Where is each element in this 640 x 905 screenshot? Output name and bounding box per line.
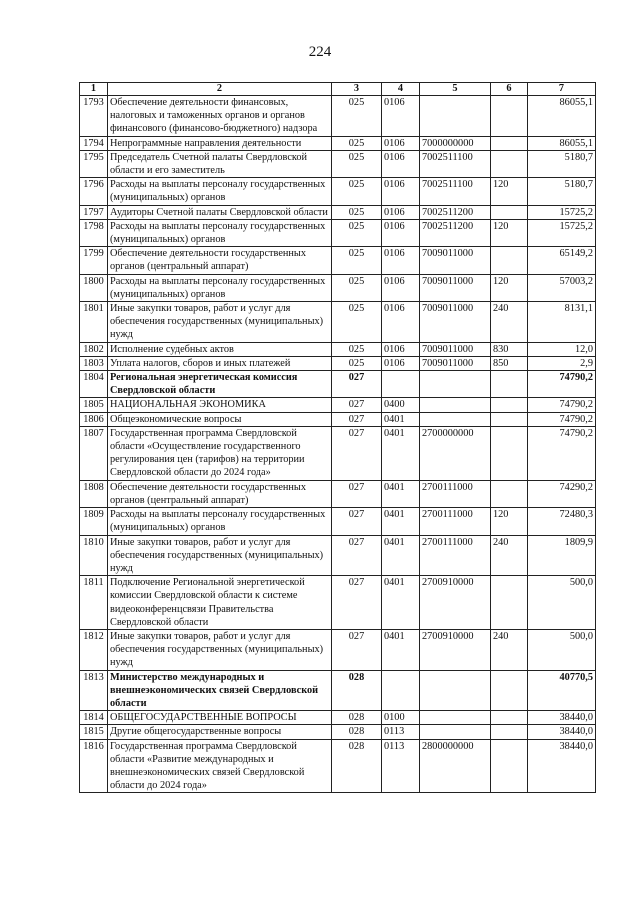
row-expense-type — [491, 739, 528, 793]
row-amount: 38440,0 — [528, 711, 596, 725]
row-ministry-code: 025 — [332, 150, 382, 177]
row-section-code: 0401 — [382, 629, 420, 670]
header-col-5: 5 — [420, 83, 491, 96]
table-row — [80, 342, 596, 356]
table-row — [80, 576, 596, 630]
row-number: 1796 — [80, 178, 108, 205]
row-section-code — [382, 371, 420, 398]
row-number: 1813 — [80, 670, 108, 711]
row-target-code: 7002511200 — [420, 219, 491, 246]
row-name: Уплата налогов, сборов и иных платежей — [108, 356, 332, 370]
row-ministry-code: 027 — [332, 535, 382, 576]
row-name: Обеспечение деятельности государственных органов (центральный аппарат) — [108, 247, 332, 274]
row-amount: 40770,5 — [528, 670, 596, 711]
table-row — [80, 205, 596, 219]
row-ministry-code: 027 — [332, 508, 382, 535]
row-expense-type: 240 — [491, 629, 528, 670]
row-name: Государственная программа Свердловской области «Осуществление государственного регулирования цен (тарифов) на территории Свердловской области до 2024 года» — [108, 426, 332, 480]
row-name: Непрограммные направления деятельности — [108, 136, 332, 150]
row-section-code: 0106 — [382, 219, 420, 246]
table-row — [80, 178, 596, 205]
row-section-code: 0401 — [382, 426, 420, 480]
row-target-code: 7009011000 — [420, 247, 491, 274]
row-target-code: 2700111000 — [420, 508, 491, 535]
row-amount: 15725,2 — [528, 219, 596, 246]
row-ministry-code: 028 — [332, 711, 382, 725]
row-number: 1815 — [80, 725, 108, 739]
table-header-row — [80, 83, 596, 96]
row-name: Региональная энергетическая комиссия Свердловской области — [108, 371, 332, 398]
table-row — [80, 739, 596, 793]
row-number: 1811 — [80, 576, 108, 630]
row-number: 1803 — [80, 356, 108, 370]
row-target-code: 2700111000 — [420, 535, 491, 576]
table-row — [80, 426, 596, 480]
row-target-code: 2700000000 — [420, 426, 491, 480]
row-section-code: 0401 — [382, 412, 420, 426]
row-section-code: 0401 — [382, 535, 420, 576]
row-amount: 8131,1 — [528, 302, 596, 343]
row-target-code — [420, 96, 491, 137]
table-row — [80, 247, 596, 274]
row-section-code: 0400 — [382, 398, 420, 412]
table-row — [80, 96, 596, 137]
row-number: 1799 — [80, 247, 108, 274]
row-expense-type — [491, 247, 528, 274]
table-row — [80, 535, 596, 576]
row-expense-type — [491, 136, 528, 150]
row-number: 1816 — [80, 739, 108, 793]
row-target-code — [420, 711, 491, 725]
table-row — [80, 274, 596, 301]
row-amount: 57003,2 — [528, 274, 596, 301]
row-ministry-code: 025 — [332, 96, 382, 137]
row-ministry-code: 025 — [332, 356, 382, 370]
row-number: 1798 — [80, 219, 108, 246]
row-ministry-code: 025 — [332, 274, 382, 301]
row-section-code — [382, 670, 420, 711]
row-expense-type — [491, 711, 528, 725]
row-amount: 500,0 — [528, 629, 596, 670]
row-amount: 38440,0 — [528, 739, 596, 793]
row-name: Другие общегосударственные вопросы — [108, 725, 332, 739]
row-section-code: 0106 — [382, 150, 420, 177]
row-number: 1804 — [80, 371, 108, 398]
row-number: 1812 — [80, 629, 108, 670]
table-row — [80, 356, 596, 370]
row-name: Министерство международных и внешнеэкономических связей Свердловской области — [108, 670, 332, 711]
row-expense-type — [491, 480, 528, 507]
row-name: НАЦИОНАЛЬНАЯ ЭКОНОМИКА — [108, 398, 332, 412]
row-target-code — [420, 371, 491, 398]
row-section-code: 0113 — [382, 725, 420, 739]
row-ministry-code: 027 — [332, 480, 382, 507]
row-ministry-code: 025 — [332, 219, 382, 246]
table-body — [80, 96, 596, 793]
page-number: 224 — [308, 44, 332, 60]
row-ministry-code: 025 — [332, 178, 382, 205]
row-section-code: 0106 — [382, 247, 420, 274]
row-ministry-code: 028 — [332, 725, 382, 739]
row-ministry-code: 027 — [332, 412, 382, 426]
row-number: 1793 — [80, 96, 108, 137]
row-expense-type — [491, 670, 528, 711]
row-amount: 2,9 — [528, 356, 596, 370]
row-target-code: 7002511100 — [420, 150, 491, 177]
table-row — [80, 136, 596, 150]
row-target-code — [420, 412, 491, 426]
row-target-code: 2700910000 — [420, 629, 491, 670]
row-target-code: 7009011000 — [420, 342, 491, 356]
row-amount: 74790,2 — [528, 398, 596, 412]
row-section-code: 0106 — [382, 356, 420, 370]
row-name: Председатель Счетной палаты Свердловской области и его заместитель — [108, 150, 332, 177]
row-amount: 38440,0 — [528, 725, 596, 739]
row-expense-type: 850 — [491, 356, 528, 370]
table-row — [80, 629, 596, 670]
table-row — [80, 508, 596, 535]
table-row — [80, 398, 596, 412]
row-name: Исполнение судебных актов — [108, 342, 332, 356]
row-name: Иные закупки товаров, работ и услуг для обеспечения государственных (муниципальных) нужд — [108, 302, 332, 343]
row-amount: 1809,9 — [528, 535, 596, 576]
row-target-code: 7009011000 — [420, 356, 491, 370]
row-ministry-code: 027 — [332, 398, 382, 412]
row-ministry-code: 027 — [332, 426, 382, 480]
row-target-code: 7002511200 — [420, 205, 491, 219]
row-expense-type: 240 — [491, 535, 528, 576]
row-target-code: 2800000000 — [420, 739, 491, 793]
row-ministry-code: 025 — [332, 247, 382, 274]
row-section-code: 0401 — [382, 480, 420, 507]
table-row — [80, 711, 596, 725]
row-target-code: 7000000000 — [420, 136, 491, 150]
row-ministry-code: 027 — [332, 629, 382, 670]
row-ministry-code: 025 — [332, 205, 382, 219]
header-col-4: 4 — [382, 83, 420, 96]
row-name: Расходы на выплаты персоналу государственных (муниципальных) органов — [108, 178, 332, 205]
row-name: Расходы на выплаты персоналу государственных (муниципальных) органов — [108, 508, 332, 535]
table-row — [80, 371, 596, 398]
row-number: 1814 — [80, 711, 108, 725]
row-expense-type: 240 — [491, 302, 528, 343]
row-target-code: 2700111000 — [420, 480, 491, 507]
row-target-code: 7009011000 — [420, 274, 491, 301]
row-amount: 65149,2 — [528, 247, 596, 274]
table-row — [80, 412, 596, 426]
row-number: 1794 — [80, 136, 108, 150]
row-expense-type — [491, 426, 528, 480]
row-expense-type: 120 — [491, 219, 528, 246]
row-expense-type — [491, 371, 528, 398]
row-amount: 86055,1 — [528, 96, 596, 137]
row-ministry-code: 025 — [332, 302, 382, 343]
row-section-code: 0106 — [382, 302, 420, 343]
row-expense-type: 120 — [491, 178, 528, 205]
row-ministry-code: 028 — [332, 670, 382, 711]
row-name: Государственная программа Свердловской области «Развитие международных и внешнеэкономических связей Свердловской области до 2024 года» — [108, 739, 332, 793]
row-number: 1810 — [80, 535, 108, 576]
row-ministry-code: 027 — [332, 371, 382, 398]
row-number: 1800 — [80, 274, 108, 301]
table-row — [80, 150, 596, 177]
row-name: ОБЩЕГОСУДАРСТВЕННЫЕ ВОПРОСЫ — [108, 711, 332, 725]
row-number: 1797 — [80, 205, 108, 219]
row-ministry-code: 028 — [332, 739, 382, 793]
header-col-1: 1 — [80, 83, 108, 96]
row-target-code — [420, 398, 491, 412]
row-section-code: 0401 — [382, 576, 420, 630]
row-expense-type: 120 — [491, 508, 528, 535]
row-expense-type — [491, 205, 528, 219]
row-amount: 86055,1 — [528, 136, 596, 150]
row-amount: 500,0 — [528, 576, 596, 630]
row-section-code: 0106 — [382, 205, 420, 219]
row-name: Обеспечение деятельности финансовых, налоговых и таможенных органов и органов финансового (финансово-бюджетного) надзора — [108, 96, 332, 137]
row-target-code: 2700910000 — [420, 576, 491, 630]
budget-table — [79, 82, 596, 793]
row-number: 1806 — [80, 412, 108, 426]
row-number: 1805 — [80, 398, 108, 412]
row-amount: 74790,2 — [528, 426, 596, 480]
row-amount: 72480,3 — [528, 508, 596, 535]
row-name: Расходы на выплаты персоналу государственных (муниципальных) органов — [108, 274, 332, 301]
table-row — [80, 480, 596, 507]
row-name: Расходы на выплаты персоналу государственных (муниципальных) органов — [108, 219, 332, 246]
row-section-code: 0106 — [382, 96, 420, 137]
row-ministry-code: 025 — [332, 136, 382, 150]
row-expense-type: 120 — [491, 274, 528, 301]
row-number: 1795 — [80, 150, 108, 177]
row-section-code: 0100 — [382, 711, 420, 725]
row-number: 1808 — [80, 480, 108, 507]
table-row — [80, 219, 596, 246]
row-name: Подключение Региональной энергетической комиссии Свердловской области к системе видеоконференцсвязи Правительства Свердловской области — [108, 576, 332, 630]
table-row — [80, 670, 596, 711]
row-expense-type — [491, 725, 528, 739]
row-target-code — [420, 725, 491, 739]
header-col-6: 6 — [491, 83, 528, 96]
row-expense-type — [491, 96, 528, 137]
row-amount: 15725,2 — [528, 205, 596, 219]
row-expense-type — [491, 398, 528, 412]
header-col-3: 3 — [332, 83, 382, 96]
row-amount: 74790,2 — [528, 371, 596, 398]
row-name: Аудиторы Счетной палаты Свердловской области — [108, 205, 332, 219]
header-col-2: 2 — [108, 83, 332, 96]
row-name: Иные закупки товаров, работ и услуг для обеспечения государственных (муниципальных) нужд — [108, 629, 332, 670]
row-amount: 5180,7 — [528, 178, 596, 205]
row-section-code: 0106 — [382, 136, 420, 150]
row-number: 1801 — [80, 302, 108, 343]
row-section-code: 0106 — [382, 178, 420, 205]
row-number: 1802 — [80, 342, 108, 356]
row-number: 1809 — [80, 508, 108, 535]
row-amount: 12,0 — [528, 342, 596, 356]
row-amount: 74290,2 — [528, 480, 596, 507]
row-expense-type — [491, 412, 528, 426]
row-target-code: 7009011000 — [420, 302, 491, 343]
row-section-code: 0106 — [382, 342, 420, 356]
row-section-code: 0113 — [382, 739, 420, 793]
row-target-code: 7002511100 — [420, 178, 491, 205]
row-number: 1807 — [80, 426, 108, 480]
row-name: Общеэкономические вопросы — [108, 412, 332, 426]
row-section-code: 0401 — [382, 508, 420, 535]
table-row — [80, 725, 596, 739]
row-ministry-code: 025 — [332, 342, 382, 356]
row-amount: 5180,7 — [528, 150, 596, 177]
table-row — [80, 302, 596, 343]
row-target-code — [420, 670, 491, 711]
row-name: Обеспечение деятельности государственных органов (центральный аппарат) — [108, 480, 332, 507]
row-expense-type — [491, 576, 528, 630]
row-expense-type: 830 — [491, 342, 528, 356]
row-amount: 74790,2 — [528, 412, 596, 426]
row-name: Иные закупки товаров, работ и услуг для обеспечения государственных (муниципальных) нужд — [108, 535, 332, 576]
header-col-7: 7 — [528, 83, 596, 96]
row-expense-type — [491, 150, 528, 177]
row-section-code: 0106 — [382, 274, 420, 301]
row-ministry-code: 027 — [332, 576, 382, 630]
